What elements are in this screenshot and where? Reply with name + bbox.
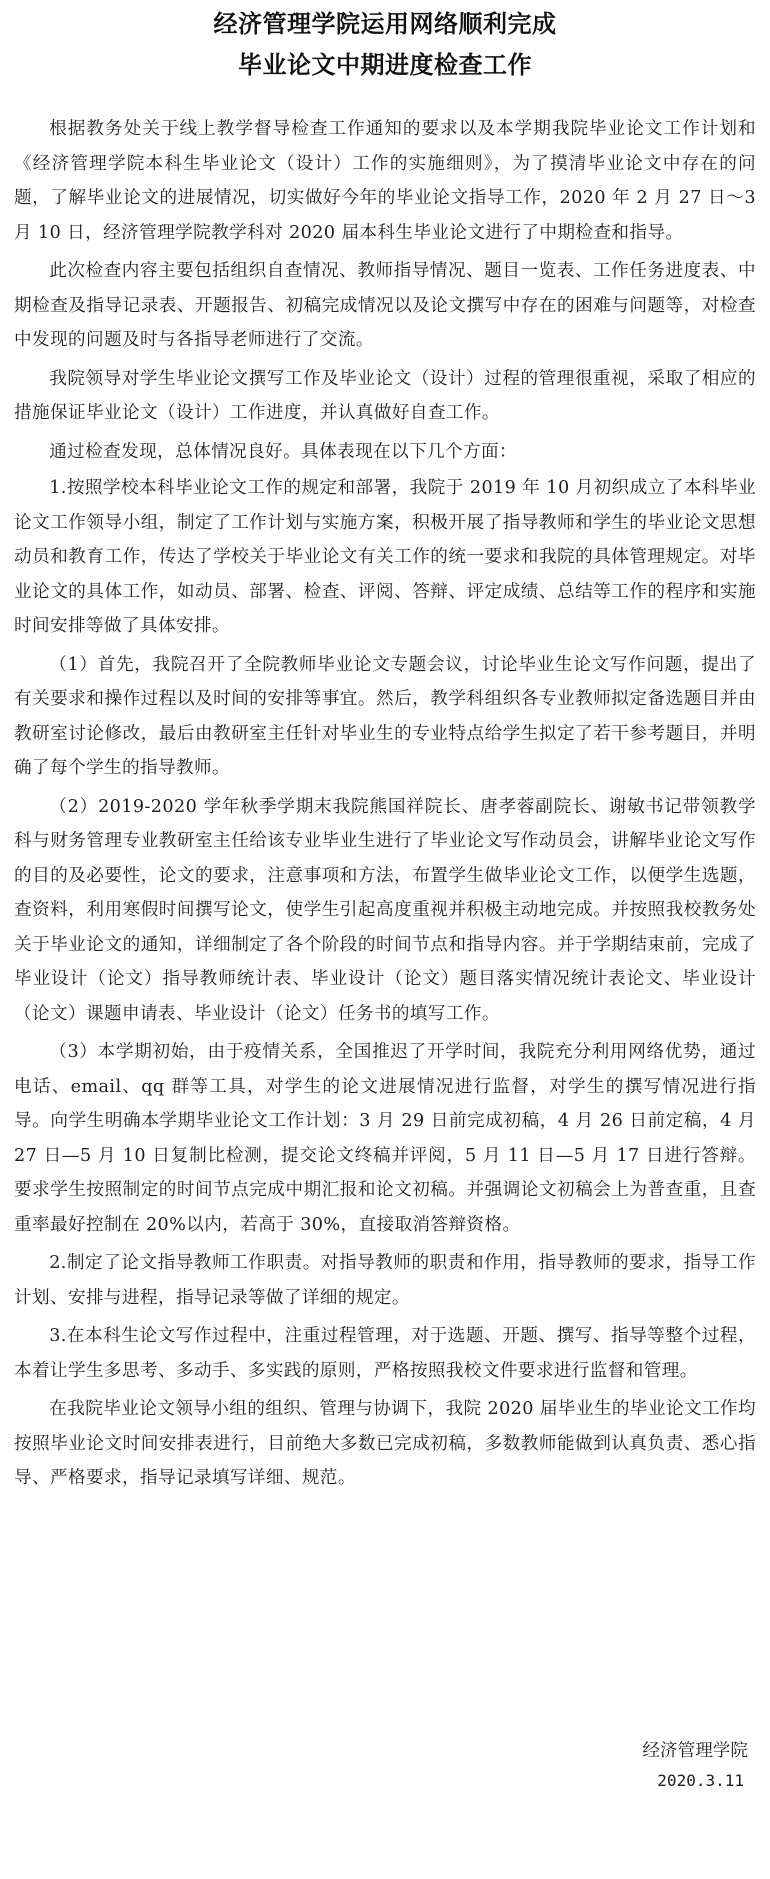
paragraph-item-1: 1.按照学校本科毕业论文工作的规定和部署，我院于 2019 年 10 月初织成立了本科毕业论文工作领导小组，制定了工作计划与实施方案，积极开展了指导教师和学生的毕业论文思想动员和教育工作，传达了学校关于毕业论文有关工作的统一要求和我院的具体管理规定。对毕业论文的具体工作，如动员、部署、检查、评阅、答辩、评定成绩、总结等工作的程序和实施时间安排等做了具体安排。 (14, 478, 756, 636)
paragraph-findings: 通过检查发现，总体情况良好。具体表现在以下几个方面： (49, 441, 518, 462)
signature-org: 经济管理学院 (642, 1741, 748, 1761)
paragraph-intro: 根据教务处关于线上教学督导检查工作通知的要求以及本学期我院毕业论文工作计划和《经济管理学院本科生毕业论文（设计）工作的实施细则》，为了摸清毕业论文中存在的问题，了解毕业论文的进展情况，切实做好今年的毕业论文指导工作，2020 年 2 月 27 日～3 月 10 日，经济管理学院教学科对 2020 届本科生毕业论文进行了中期检查和指导。 (14, 119, 756, 243)
signature-date: 2020.3.11 (657, 1771, 744, 1790)
title-line-2: 毕业论文中期进度检查工作 (238, 51, 532, 79)
paragraph-inspection-content: 此次检查内容主要包括组织自查情况、教师指导情况、题目一览表、工作任务进度表、中期检查及指导记录表、开题报告、初稿完成情况以及论文撰写中存在的困难与问题等，对检查中发现的问题及时与各指导老师进行了交流。 (14, 261, 756, 350)
paragraph-conclusion: 在我院毕业论文领导小组的组织、管理与协调下，我院 2020 届毕业生的毕业论文工作均按照毕业论文时间安排表进行，目前绝大多数已完成初稿，多数教师能做到认真负责、悉心指导、严格要求，指导记录填写详细、规范。 (14, 1399, 756, 1488)
paragraph-item-3: 3.在本科生论文写作过程中，注重过程管理，对于选题、开题、撰写、指导等整个过程，本着让学生多思考、多动手、多实践的原则，严格按照我校文件要求进行监督和管理。 (14, 1326, 756, 1381)
signature-block (642, 1736, 748, 1796)
paragraph-sub-2: （2）2019-2020 学年秋季学期末我院熊国祥院长、唐孝蓉副院长、谢敏书记带领教学科与财务管理专业教研室主任给该专业毕业生进行了毕业论文写作动员会，讲解毕业论文写作的目的及必要性，论文的要求，注意事项和方法，布置学生做毕业论文工作，以便学生选题，查资料，利用寒假时间撰写论文，使学生引起高度重视并积极主动地完成。并按照我校教务处关于毕业论文的通知，详细制定了各个阶段的时间节点和指导内容。并于学期结束前，完成了毕业设计（论文）指导教师统计表、毕业设计（论文）题目落实情况统计表论文、毕业设计（论文）课题申请表、毕业设计（论文）任务书的填写工作。 (14, 796, 756, 1024)
document-body (14, 112, 756, 1496)
title-block (14, 0, 756, 100)
paragraph-item-2: 2.制定了论文指导教师工作职责。对指导教师的职责和作用，指导教师的要求，指导工作计划、安排与进程，指导记录等做了详细的规定。 (14, 1253, 756, 1308)
title-line-1: 经济管理学院运用网络顺利完成 (213, 10, 557, 38)
paragraph-sub-3: （3）本学期初始，由于疫情关系，全国推迟了开学时间，我院充分利用网络优势，通过电话、email、qq 群等工具，对学生的论文进展情况进行监督，对学生的撰写情况进行指导。向学生明确本学期毕业论文工作计划：3 月 29 日前完成初稿，4 月 26 日前定稿，4 月 27 日—5 月 10 日复制比检测，提交论文终稿并评阅，5 月 11 日—5 月 17 日进行答辩。要求学生按照制定的时间节点完成中期汇报和论文初稿。并强调论文初稿会上为普查重，且查重率最好控制在 20%以内，若高于 30%，直接取消答辩资格。 (14, 1042, 756, 1235)
paragraph-sub-1: （1）首先，我院召开了全院教师毕业论文专题会议，讨论毕业生论文写作问题，提出了有关要求和操作过程以及时间的安排等事宜。然后，教学科组织各专业教师拟定备选题目并由教研室讨论修改，最后由教研室主任针对毕业生的专业特点给学生拟定了若干参考题目，并明确了每个学生的指导教师。 (14, 654, 756, 778)
paragraph-leadership: 我院领导对学生毕业论文撰写工作及毕业论文（设计）过程的管理很重视，采取了相应的措施保证毕业论文（设计）工作进度，并认真做好自查工作。 (14, 368, 756, 423)
